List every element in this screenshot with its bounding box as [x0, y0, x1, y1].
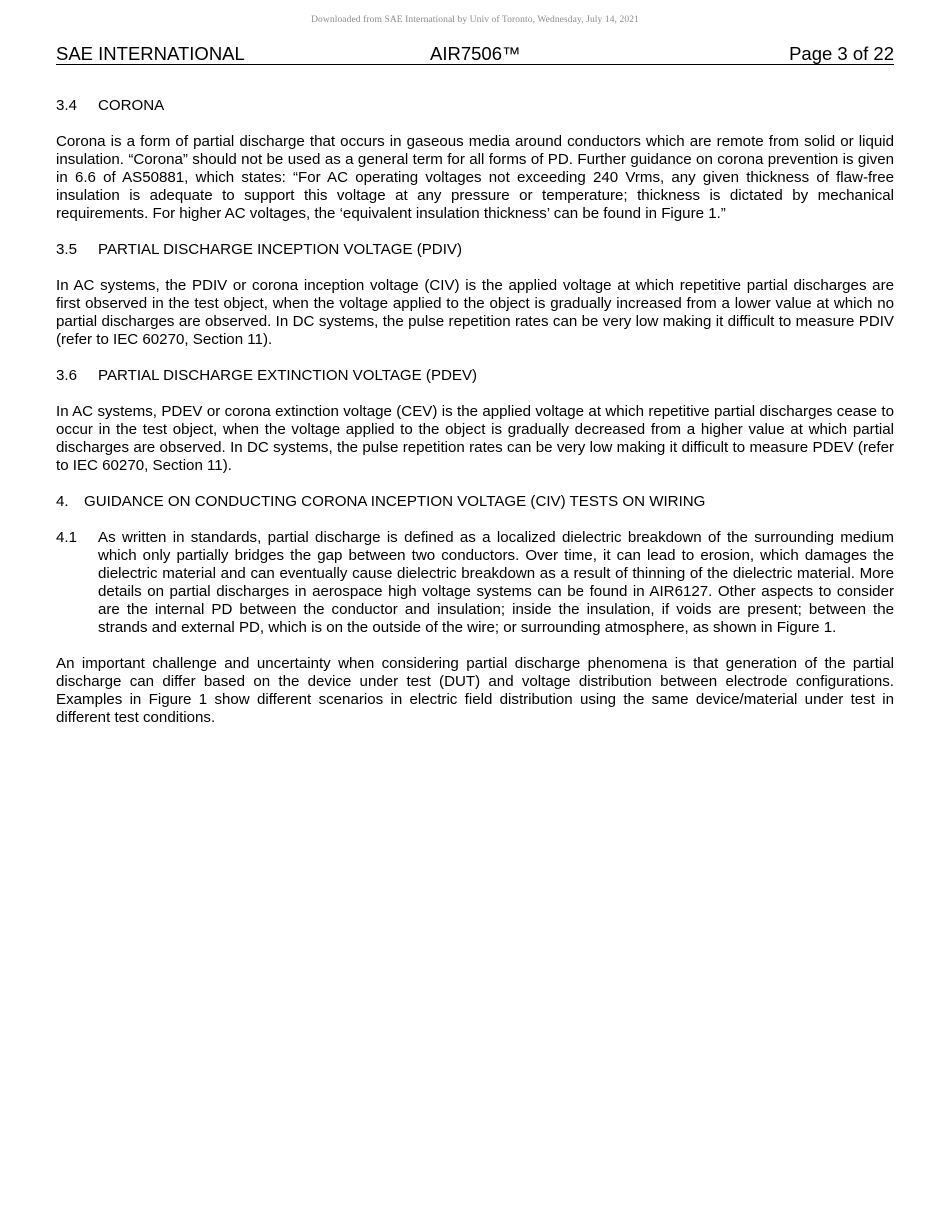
section-number: 4.1 — [56, 529, 77, 546]
document-body — [56, 97, 894, 745]
section-3-5-heading — [56, 241, 894, 259]
section-title: GUIDANCE ON CONDUCTING CORONA INCEPTION VOLTAGE (CIV) TESTS ON WIRING — [84, 493, 706, 510]
page-header — [56, 44, 894, 65]
section-number: 3.5 — [56, 241, 77, 258]
header-document-id: AIR7506™ — [430, 43, 521, 64]
section-3-4-paragraph: Corona is a form of partial discharge that occurs in gaseous media around conductors which are remote from solid or liquid insulation. “Corona” should not be used as a general term for all forms of PD. Further guidance on corona prevention is given in 6.6 of AS50881, which states: “For AC operating voltages not exceeding 240 Vrms, any given thickness of flaw-free insulation is adequate to support this voltage at any pressure or temperature; thickness is dictated by mechanical requirements. For higher AC voltages, the ‘equivalent insulation thickness’ can be found in Figure 1.” — [56, 133, 894, 222]
section-title: PARTIAL DISCHARGE INCEPTION VOLTAGE (PDIV) — [98, 241, 462, 258]
section-3-5-paragraph: In AC systems, the PDIV or corona inception voltage (CIV) is the applied voltage at which repetitive partial discharges are first observed in the test object, when the voltage applied to the object is gradually increased from a lower value at which no partial discharges are observed. In DC systems, the pulse repetition rates can be very low making it difficult to measure PDIV (refer to IEC 60270, Section 11). — [56, 277, 894, 348]
section-4-1-paragraph: As written in standards, partial discharge is defined as a localized dielectric breakdown of the surrounding medium which only partially bridges the gap between two conductors. Over time, it can lead to erosion, which damages the dielectric material and can eventually cause dielectric breakdown as a result of thinning of the dielectric material. More details on partial discharges in aerospace high voltage systems can be found in AIR6127. Other aspects to consider are the internal PD between the conductor and insulation; inside the insulation, if voids are present; between the strands and external PD, which is on the outside of the wire; or surrounding atmosphere, as shown in Figure 1. — [98, 529, 894, 636]
download-watermark: Downloaded from SAE International by Univ of Toronto, Wednesday, July 14, 2021 — [311, 15, 639, 25]
section-4-1-item — [56, 529, 894, 637]
section-number: 4. — [56, 493, 69, 510]
header-page-number: Page 3 of 22 — [789, 43, 894, 64]
closing-paragraph: An important challenge and uncertainty when considering partial discharge phenomena is that generation of the partial discharge can differ based on the device under test (DUT) and voltage distribution between electrode configurations. Examples in Figure 1 show different scenarios in electric field distribution using the same device/material under test in different test conditions. — [56, 655, 894, 726]
section-3-4-heading — [56, 97, 894, 115]
section-3-6-heading — [56, 367, 894, 385]
section-title: CORONA — [98, 97, 165, 114]
section-3-6-paragraph: In AC systems, PDEV or corona extinction voltage (CEV) is the applied voltage at which repetitive partial discharges cease to occur in the test object, when the voltage applied to the object is gradually decreased from a higher value at which partial discharges are observed. In DC systems, the pulse repetition rates can be very low making it difficult to measure PDEV (refer to IEC 60270, Section 11). — [56, 403, 894, 474]
section-number: 3.4 — [56, 97, 77, 114]
section-title: PARTIAL DISCHARGE EXTINCTION VOLTAGE (PDEV) — [98, 367, 478, 384]
header-organization: SAE INTERNATIONAL — [56, 43, 245, 64]
section-4-heading — [56, 493, 894, 511]
section-number: 3.6 — [56, 367, 77, 384]
